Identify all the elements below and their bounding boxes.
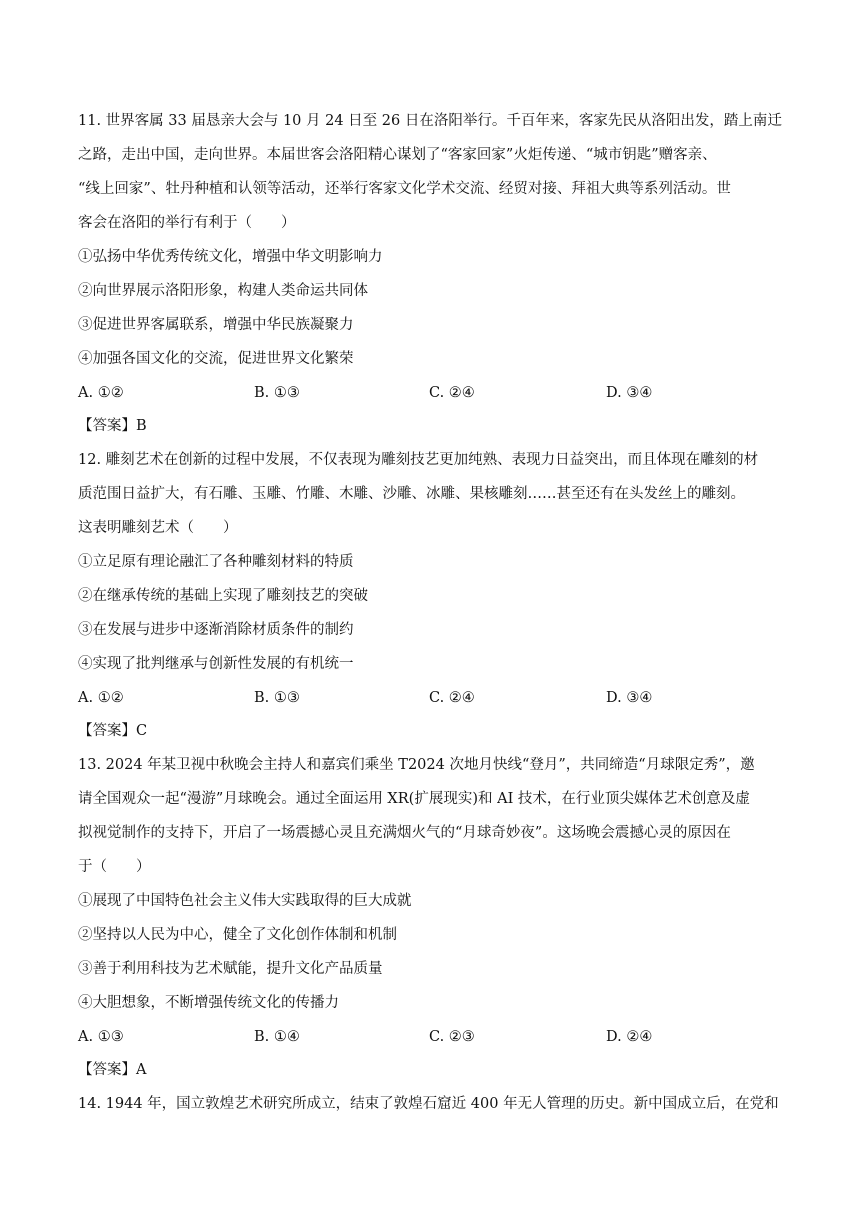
statement-4: ④大胆想象，不断增强传统文化的传播力: [78, 995, 339, 1011]
option-a: A. ①②: [78, 385, 124, 401]
question-stem-line: 13. 2024 年某卫视中秋晚会主持人和嘉宾们乘坐 T2024 次地月快线“登月”，共同缔造“月球限定秀”，邀: [78, 757, 755, 773]
option-b: B. ①④: [254, 1029, 300, 1045]
statement-4: ④加强各国文化的交流，促进世界文化繁荣: [78, 351, 354, 367]
statement-4: ④实现了批判继承与创新性发展的有机统一: [78, 656, 354, 672]
options-row: [78, 688, 798, 708]
statement-2: ②向世界展示洛阳形象，构建人类命运共同体: [78, 283, 368, 299]
question-stem-line: 于（ ）: [78, 859, 151, 875]
option-a: A. ①②: [78, 690, 124, 706]
answer: 【答案】B: [78, 418, 147, 434]
statement-1: ①展现了中国特色社会主义伟大实践取得的巨大成就: [78, 893, 412, 909]
statement-1: ①弘扬中华优秀传统文化，增强中华文明影响力: [78, 249, 383, 265]
option-d: D. ③④: [606, 690, 653, 706]
option-a: A. ①③: [78, 1029, 124, 1045]
question-stem-line: 质范围日益扩大，有石雕、玉雕、竹雕、木雕、沙雕、冰雕、果核雕刻……甚至还有在头发丝上的雕刻。: [78, 486, 745, 502]
options-row: [78, 383, 798, 403]
option-c: C. ②③: [429, 1029, 475, 1045]
question-stem-line: 客会在洛阳的举行有利于（ ）: [78, 215, 296, 231]
option-d: D. ②④: [606, 1029, 653, 1045]
question-stem-line: 拟视觉制作的支持下，开启了一场震撼心灵且充满烟火气的“月球奇妙夜”。这场晚会震撼心灵的原因在: [78, 825, 731, 841]
statement-2: ②坚持以人民为中心，健全了文化创作体制和机制: [78, 927, 397, 943]
question-stem-line: 12. 雕刻艺术在创新的过程中发展，不仅表现为雕刻技艺更加纯熟、表现力日益突出，而且体现在雕刻的材: [78, 452, 759, 468]
question-stem-line: 11. 世界客属 33 届恳亲大会与 10 月 24 日至 26 日在洛阳举行。千百年来，客家先民从洛阳出发，踏上南迁: [78, 113, 782, 129]
options-row: [78, 1027, 798, 1047]
statement-3: ③在发展与进步中逐渐消除材质条件的制约: [78, 622, 354, 638]
question-stem-line: 14. 1944 年，国立敦煌艺术研究所成立，结束了敦煌石窟近 400 年无人管理的历史。新中国成立后，在党和: [78, 1096, 779, 1112]
statement-1: ①立足原有理论融汇了各种雕刻材料的特质: [78, 554, 354, 570]
answer: 【答案】C: [78, 723, 148, 739]
option-c: C. ②④: [429, 690, 475, 706]
statement-3: ③善于利用科技为艺术赋能，提升文化产品质量: [78, 961, 383, 977]
option-b: B. ①③: [254, 690, 300, 706]
question-stem-line: 之路，走出中国，走向世界。本届世客会洛阳精心谋划了“客家回家”火炬传递、“城市钥匙”赠客亲、: [78, 147, 717, 163]
statement-3: ③促进世界客属联系，增强中华民族凝聚力: [78, 317, 354, 333]
option-d: D. ③④: [606, 385, 653, 401]
question-stem-line: “线上回家”、牡丹种植和认领等活动，还举行客家文化学术交流、经贸对接、拜祖大典等系列活动。世: [78, 181, 731, 197]
question-stem-line: 请全国观众一起“漫游”月球晚会。通过全面运用 XR(扩展现实)和 AI 技术，在行业顶尖媒体艺术创意及虚: [78, 791, 750, 807]
statement-2: ②在继承传统的基础上实现了雕刻技艺的突破: [78, 588, 368, 604]
option-b: B. ①③: [254, 385, 300, 401]
option-c: C. ②④: [429, 385, 475, 401]
answer: 【答案】A: [78, 1062, 147, 1078]
question-stem-line: 这表明雕刻艺术（ ）: [78, 520, 238, 536]
